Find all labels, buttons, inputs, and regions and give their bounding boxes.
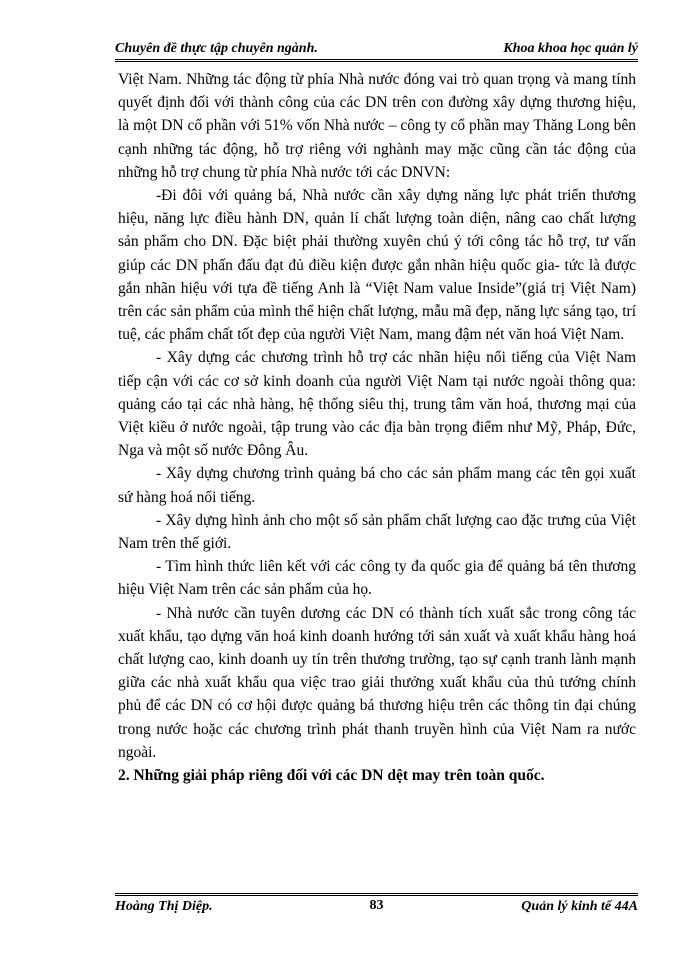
paragraph: - Nhà nước cần tuyên dương các DN có thành tích xuất sắc trong công tác xuất khẩu, tạo dựng văn hoá kinh doanh hướng tới sản xuất và xuất khẩu hàng hoá chất lượng cao, kinh doanh uy tín trên thương trường, tạo sự cạnh tranh lành mạnh giữa các nhà xuất khẩu qua việc trao giải thưởng xuất khẩu của thủ tướng chính phủ để các DN có cơ hội được quảng bá thương hiệu trên các thông tin đại chúng trong nước hoặc các chương trình phát thanh truyền hình của Việt Nam ra nước ngoài. [118, 604, 636, 761]
paragraph: Việt Nam. Những tác động từ phía Nhà nước đóng vai trò quan trọng và mang tính quyết định đối với thành công của các DN trên con đường xây dựng thương hiệu, là một DN cổ phần với 51% vốn Nhà nước – công ty cổ phần may Thăng Long bên cạnh những tác động, hỗ trợ riêng với nghành may mặc cũng cần tác động của những hỗ trợ chung từ phía Nhà nước tới các DNVN: [118, 71, 636, 181]
paragraph: -Đi đôi với quảng bá, Nhà nước cần xây dựng năng lực phát triển thương hiệu, năng lực điều hành DN, quản lí chất lượng toàn diện, nâng cao chất lượng sản phẩm cho DN. Đặc biệt phải thường xuyên chú ý tới công tác hỗ trợ, tư vấn giúp các DN phấn đấu đạt đủ điều kiện được gắn nhãn hiệu quốc gia- tức là được gắn nhãn hiệu với tựa đề tiếng Anh là “Việt Nam value Inside”(giá trị Việt Nam) trên các sản phẩm của mình thể hiện chất lượng, mẫu mã đẹp, năng lực sáng tạo, trí tuệ, các phẩm chất tốt đẹp của người Việt Nam, mang đậm nét văn hoá Việt Nam. [118, 187, 636, 344]
paragraph: - Tìm hình thức liên kết với các công ty đa quốc gia để quảng bá tên thương hiệu Việt Nam trên các sản phẩm của họ. [118, 558, 636, 599]
header-course-title: Chuyên đề thực tập chuyên ngành. [115, 41, 318, 56]
section-heading: 2. Những giải pháp riêng đối với các DN dệt may trên toàn quốc. [118, 767, 545, 785]
page-header [115, 36, 638, 62]
paragraph: - Xây dựng hình ảnh cho một số sản phẩm chất lượng cao đặc trưng của Việt Nam trên thế giới. [118, 511, 636, 553]
body-text [118, 68, 636, 787]
paragraph: - Xây dựng chương trình quảng bá cho các sản phẩm mang các tên gọi xuất sứ hàng hoá nổi tiếng. [118, 465, 636, 506]
page-number: 83 [369, 898, 384, 913]
page-footer [115, 893, 638, 917]
paragraph: - Xây dựng các chương trình hỗ trợ các nhãn hiệu nổi tiếng của Việt Nam tiếp cận với các cơ sở kinh doanh của người Việt Nam tại nước ngoài thông qua: quảng cáo tại các nhà hàng, hệ thống siêu thị, trung tâm văn hoá, thương mại của Việt kiều ở nước ngoài, tập trung vào các địa bàn trọng điểm như Mỹ, Pháp, Đức, Nga và một số nước Đông Âu. [118, 349, 636, 460]
footer-class: Quản lý kinh tế 44A [521, 899, 638, 914]
footer-author: Hoàng Thị Diệp. [115, 899, 213, 914]
header-faculty: Khoa khoa học quản lý [503, 41, 638, 56]
